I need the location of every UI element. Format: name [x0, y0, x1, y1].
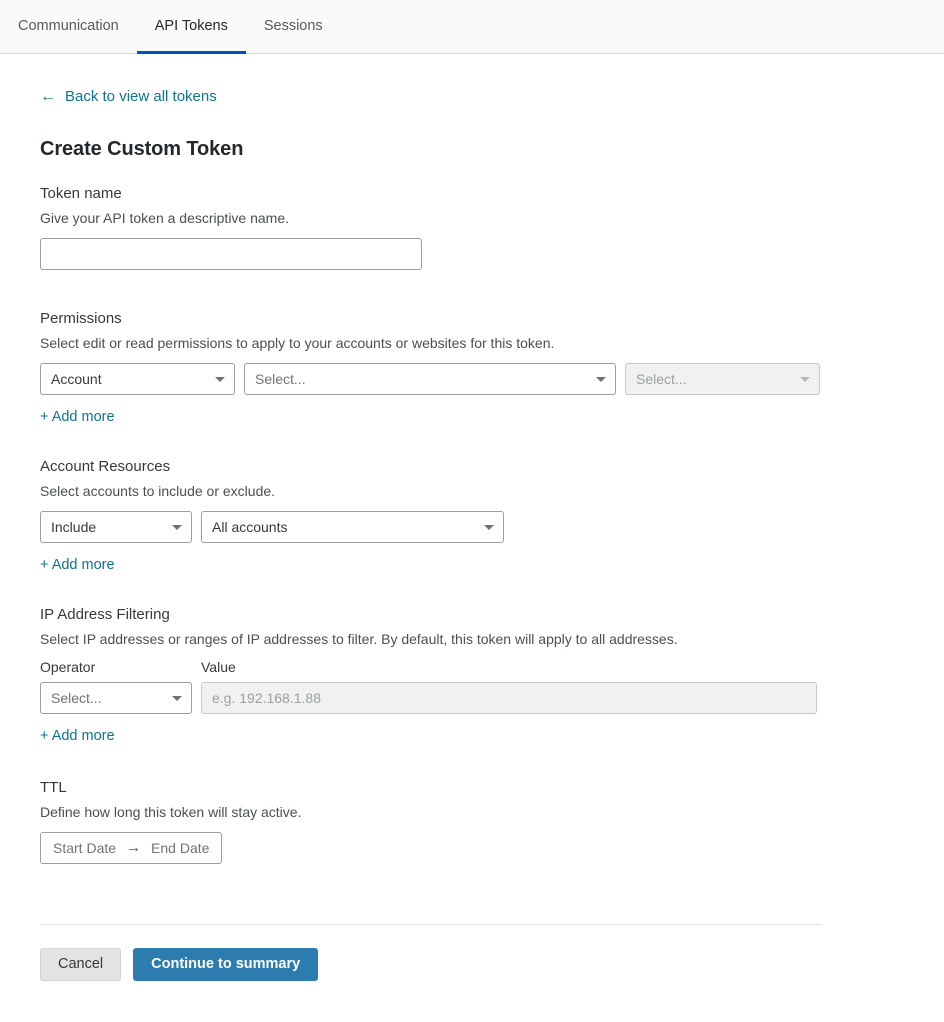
permissions-description: Select edit or read permissions to apply to your accounts or websites for this token. [40, 334, 555, 351]
ttl-end-date[interactable]: End Date [151, 839, 210, 856]
ip-filtering-add-more-button[interactable]: + Add more [40, 727, 115, 744]
ip-operator-select[interactable] [40, 682, 192, 714]
back-link-label: Back to view all tokens [65, 88, 217, 105]
ip-filtering-label: IP Address Filtering [40, 605, 170, 623]
permissions-add-more-button[interactable]: + Add more [40, 408, 115, 425]
tab-sessions[interactable] [246, 0, 341, 54]
tab-label: Sessions [263, 17, 323, 34]
chevron-down-icon [596, 377, 606, 382]
ip-filtering-row [40, 682, 904, 714]
chevron-down-icon [215, 377, 225, 382]
permission-resource-value: Select... [255, 370, 306, 387]
account-resources-accounts-select[interactable] [201, 511, 504, 543]
chevron-down-icon [172, 525, 182, 530]
account-resources-row [40, 511, 904, 543]
ttl-description: Define how long this token will stay active. [40, 803, 302, 820]
tab-label: Communication [18, 17, 119, 34]
ip-operator-label: Operator [40, 658, 96, 675]
section-ip-filtering [40, 606, 904, 745]
account-resources-label: Account Resources [40, 457, 171, 475]
ip-filtering-column-labels [40, 659, 904, 682]
main-content [0, 54, 944, 1011]
ttl-start-date[interactable]: Start Date [53, 839, 117, 856]
page-title: Create Custom Token [40, 137, 244, 160]
arrow-left-icon: ← [40, 87, 56, 105]
section-account-resources [40, 458, 904, 574]
section-token-name [40, 185, 904, 270]
permission-level-value: Select... [636, 370, 687, 387]
token-name-input[interactable] [40, 238, 422, 270]
ip-filtering-description: Select IP addresses or ranges of IP addresses to filter. By default, this token will apply to all addresses. [40, 630, 678, 647]
section-permissions [40, 310, 904, 426]
account-resources-include-select[interactable] [40, 511, 192, 543]
chevron-down-icon [484, 525, 494, 530]
permissions-row [40, 363, 904, 395]
ip-operator-value: Select... [51, 689, 102, 706]
ip-value-label: Value [201, 658, 236, 675]
ttl-label: TTL [40, 778, 67, 796]
chevron-down-icon [172, 696, 182, 701]
tab-label: API Tokens [154, 17, 228, 34]
account-resources-add-more-button[interactable]: + Add more [40, 556, 115, 573]
account-resources-accounts-value: All accounts [212, 518, 288, 535]
permission-level-select [625, 363, 820, 395]
account-resources-description: Select accounts to include or exclude. [40, 482, 276, 499]
ip-value-input[interactable] [201, 682, 817, 714]
continue-to-summary-button[interactable]: Continue to summary [133, 948, 318, 981]
token-name-description: Give your API token a descriptive name. [40, 209, 290, 226]
back-to-tokens-link[interactable] [40, 88, 217, 105]
tab-api-tokens[interactable] [137, 0, 246, 54]
token-name-label: Token name [40, 184, 122, 202]
form-actions [40, 948, 904, 1011]
tab-communication[interactable] [0, 0, 137, 54]
permissions-label: Permissions [40, 309, 122, 327]
permission-scope-value: Account [51, 370, 102, 387]
section-ttl [40, 779, 904, 864]
ttl-date-range-picker[interactable] [40, 832, 222, 864]
tab-bar [0, 0, 944, 54]
account-resources-include-value: Include [51, 518, 97, 535]
permission-resource-select[interactable] [244, 363, 616, 395]
permission-scope-select[interactable] [40, 363, 235, 395]
cancel-button[interactable]: Cancel [40, 948, 121, 981]
chevron-down-icon [800, 377, 810, 382]
form-divider [40, 924, 822, 925]
arrow-right-icon: → [126, 839, 142, 856]
